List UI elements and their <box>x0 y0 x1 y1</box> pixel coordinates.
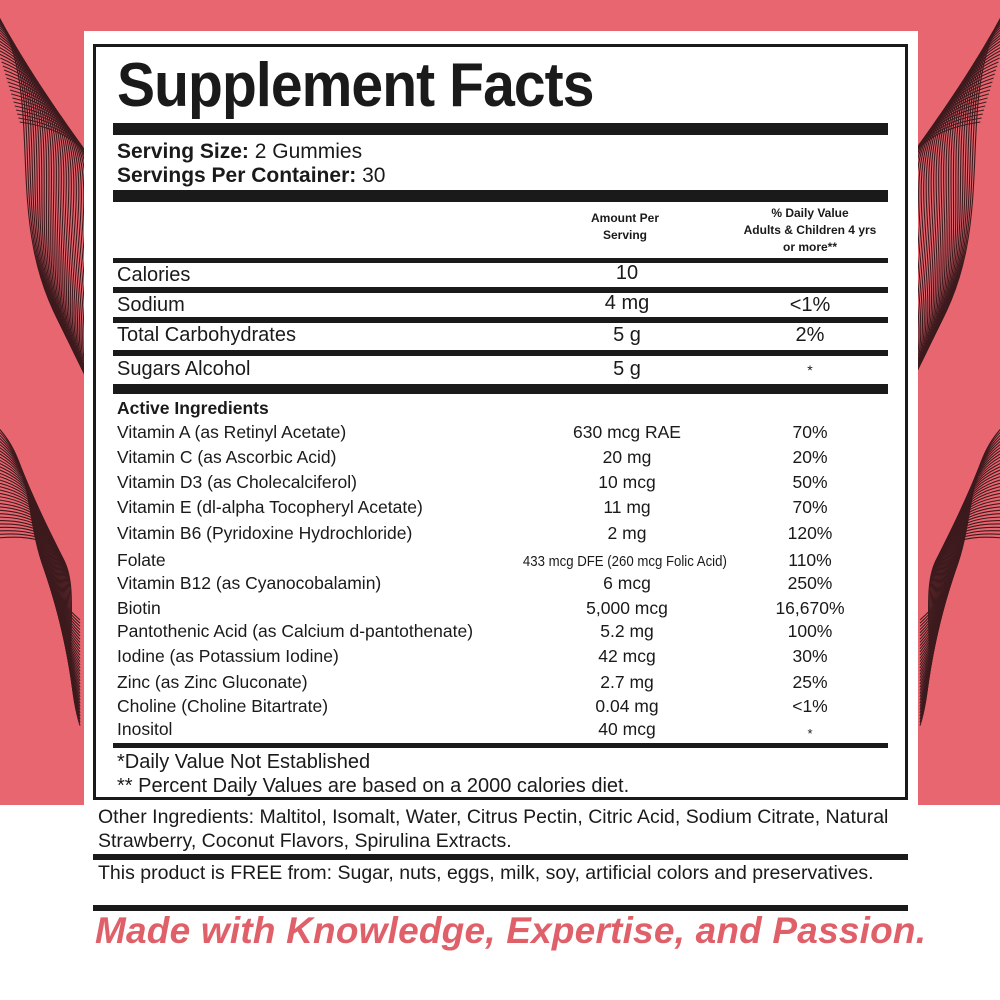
ingredient-amount: 40 mcg <box>598 719 656 739</box>
ingredient-name: Vitamin D3 (as Cholecalciferol) <box>117 472 357 492</box>
ingredient-name: Folate <box>117 550 166 570</box>
ingredient-row <box>0 522 1000 544</box>
nutrient-amount: 4 mg <box>604 292 650 314</box>
thick-divider <box>113 190 888 202</box>
ingredient-amount: 10 mcg <box>598 472 656 492</box>
ingredient-row <box>0 620 1000 642</box>
ingredient-name: Vitamin C (as Ascorbic Acid) <box>117 447 337 467</box>
divider <box>113 317 888 323</box>
nutrient-row <box>0 264 1000 288</box>
footnote-percent-daily-values: ** Percent Daily Values are based on a 2000 calories diet. <box>117 775 630 797</box>
ingredient-amount: 5,000 mcg <box>586 598 668 618</box>
serving-size-value: 2 Gummies <box>254 140 363 163</box>
ingredient-name: Vitamin A (as Retinyl Acetate) <box>117 422 347 442</box>
nutrient-dv: <1% <box>789 294 831 316</box>
nutrient-name: Sodium <box>117 294 185 316</box>
ingredient-row <box>0 421 1000 443</box>
ingredient-row <box>0 496 1000 518</box>
divider <box>113 743 888 748</box>
nutrient-amount: 5 g <box>613 324 641 346</box>
ingredient-dv: 16,670% <box>775 598 845 618</box>
daily-value-header <box>725 205 895 256</box>
ingredient-name: Iodine (as Potassium Iodine) <box>117 646 339 666</box>
ingredient-row <box>0 572 1000 594</box>
ingredient-name: Choline (Choline Bitartrate) <box>117 696 329 716</box>
amount-per-serving-header <box>555 210 695 244</box>
ingredient-amount: 5.2 mg <box>600 621 654 641</box>
ingredient-name: Biotin <box>117 598 161 618</box>
serving-size <box>117 140 362 164</box>
nutrient-dv: 2% <box>795 324 825 346</box>
header-line: Amount Per <box>590 211 659 225</box>
ingredient-name: Pantothenic Acid (as Calcium d-pantothenate) <box>117 621 474 641</box>
ingredient-dv: 70% <box>792 497 828 517</box>
ingredient-dv: 70% <box>792 422 828 442</box>
ingredient-amount: 20 mg <box>602 447 652 467</box>
header-line: Serving <box>602 228 647 242</box>
ingredient-row <box>0 671 1000 693</box>
ingredient-row <box>0 718 1000 740</box>
ingredient-row <box>0 446 1000 468</box>
ingredient-amount: 433 mcg DFE (260 mcg Folic Acid) <box>523 553 727 570</box>
ingredient-dv: 100% <box>787 621 833 641</box>
ingredient-amount: 2.7 mg <box>600 672 654 692</box>
page-title: Supplement Facts <box>117 51 594 120</box>
nutrient-amount: 5 g <box>613 358 641 380</box>
nutrient-row <box>0 324 1000 348</box>
nutrient-name: Sugars Alcohol <box>117 358 251 380</box>
ingredient-name: Inositol <box>117 719 173 739</box>
ingredient-dv: 30% <box>792 646 828 666</box>
ingredient-name: Vitamin E (dl-alpha Tocopheryl Acetate) <box>117 497 423 517</box>
tagline: Made with Knowledge, Expertise, and Passion. <box>95 910 927 951</box>
ingredient-dv: 50% <box>792 472 828 492</box>
divider <box>113 350 888 356</box>
servings-per-container-value: 30 <box>362 164 386 187</box>
ingredient-amount: 0.04 mg <box>595 696 659 716</box>
ingredient-name: Zinc (as Zinc Gluconate) <box>117 672 308 692</box>
nutrient-row <box>0 294 1000 318</box>
divider <box>113 258 888 263</box>
ingredient-amount: 42 mcg <box>598 646 656 666</box>
other-ingredients: Other Ingredients: Maltitol, Isomalt, Water, Citrus Pectin, Citric Acid, Sodium Citrate, Natural Strawberry, Coconut Flavors, Spirulina Extracts. <box>98 806 889 852</box>
divider <box>113 287 888 293</box>
thick-divider <box>113 384 888 394</box>
ingredient-dv: 20% <box>792 447 828 467</box>
ingredient-name: Vitamin B6 (Pyridoxine Hydrochloride) <box>117 523 413 543</box>
ingredient-dv: * <box>807 726 813 741</box>
header-line: % Daily Value <box>771 206 849 220</box>
ingredient-row <box>0 471 1000 493</box>
ingredient-amount: 630 mcg RAE <box>573 422 681 442</box>
nutrient-amount: 10 <box>615 262 639 284</box>
ingredient-row <box>0 597 1000 619</box>
ingredient-amount: 2 mg <box>607 523 647 543</box>
servings-per-container-label: Servings Per Container: <box>117 164 357 187</box>
header-line: Adults & Children 4 yrs <box>743 223 877 237</box>
divider <box>93 854 908 860</box>
ingredient-row <box>0 645 1000 667</box>
thick-divider <box>113 123 888 135</box>
ingredient-dv: 250% <box>787 573 833 593</box>
active-ingredients-heading: Active Ingredients <box>117 398 269 418</box>
nutrient-row <box>0 358 1000 382</box>
header-line: or more** <box>782 240 838 254</box>
footnote-daily-value: *Daily Value Not Established <box>117 751 371 773</box>
ingredient-amount: 6 mcg <box>603 573 651 593</box>
ingredient-amount: 11 mg <box>603 497 651 517</box>
ingredient-dv: 120% <box>787 523 833 543</box>
nutrient-dv: * <box>807 362 813 378</box>
serving-size-label: Serving Size: <box>117 140 249 163</box>
ingredient-dv: 25% <box>792 672 828 692</box>
free-from-statement: This product is FREE from: Sugar, nuts, eggs, milk, soy, artificial colors and preservatives. <box>98 862 874 884</box>
servings-per-container <box>117 164 385 188</box>
ingredient-dv: 110% <box>788 550 832 570</box>
ingredient-row <box>0 549 1000 571</box>
nutrient-name: Calories <box>117 264 191 286</box>
ingredient-row <box>0 695 1000 717</box>
ingredient-name: Vitamin B12 (as Cyanocobalamin) <box>117 573 382 593</box>
ingredient-dv: <1% <box>792 696 828 716</box>
nutrient-name: Total Carbohydrates <box>117 324 296 346</box>
